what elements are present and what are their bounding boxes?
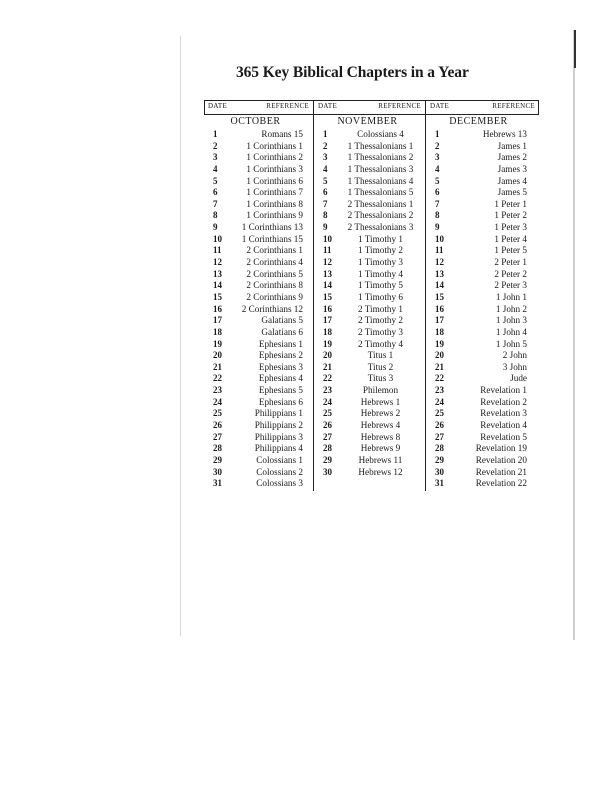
day-number: 16 — [435, 303, 444, 314]
day-number: 3 — [213, 152, 218, 163]
chapter-reference: 2 Peter 2 — [494, 268, 527, 279]
day-number: 19 — [323, 338, 332, 349]
chapter-reference: 1 Corinthians 13 — [241, 222, 303, 233]
chapter-reference: 1 Corinthians 2 — [246, 152, 303, 163]
reference-header: REFERENCE — [266, 102, 309, 110]
list-item — [426, 350, 539, 362]
day-number: 5 — [323, 175, 328, 186]
day-number: 7 — [435, 198, 440, 209]
chapter-reference: 2 Timothy 3 — [358, 326, 403, 337]
list-item — [314, 362, 425, 374]
list-item — [426, 443, 539, 455]
chapter-reference: Hebrews 13 — [482, 129, 527, 139]
day-number: 4 — [213, 163, 218, 174]
chapter-reference: 1 Timothy 3 — [358, 257, 403, 268]
chapter-reference: 1 John 1 — [495, 291, 527, 302]
list-item — [426, 280, 539, 292]
list-item — [314, 304, 425, 316]
day-number: 2 — [213, 140, 218, 151]
list-item — [426, 152, 539, 164]
list-item — [204, 362, 313, 374]
list-item — [314, 269, 425, 281]
list-item — [314, 443, 425, 455]
chapter-reference: Revelation 21 — [475, 466, 527, 477]
chapter-reference: Philippians 3 — [254, 431, 303, 442]
day-number: 2 — [323, 140, 328, 151]
day-number: 30 — [435, 466, 444, 477]
day-number: 17 — [323, 315, 332, 326]
chapter-reference: Ephesians 4 — [258, 373, 303, 384]
chapter-reference: Hebrews 12 — [358, 466, 403, 477]
day-number: 18 — [213, 326, 222, 337]
list-item — [426, 339, 539, 351]
list-item — [204, 152, 313, 164]
column-header — [426, 102, 539, 114]
chapter-reference: Colossians 4 — [357, 129, 404, 139]
day-number: 1 — [435, 129, 440, 139]
chapter-reference: Philippians 1 — [254, 408, 303, 419]
chapter-reference: 1 Timothy 4 — [358, 268, 403, 279]
day-number: 24 — [435, 396, 444, 407]
list-item — [426, 245, 539, 257]
list-item — [314, 467, 425, 479]
chapter-reference: Romans 15 — [261, 129, 303, 139]
day-number: 11 — [323, 245, 332, 256]
day-number: 12 — [435, 257, 444, 268]
column-header — [204, 102, 313, 114]
day-number: 2 — [435, 140, 440, 151]
chapter-reference: Revelation 4 — [480, 420, 527, 431]
chapter-reference: Ephesians 2 — [258, 350, 303, 361]
day-number: 26 — [435, 420, 444, 431]
day-number: 26 — [323, 420, 332, 431]
day-number: 6 — [323, 187, 328, 198]
list-item — [314, 350, 425, 362]
list-item — [314, 222, 425, 234]
day-number: 18 — [323, 326, 332, 337]
list-item — [426, 315, 539, 327]
list-item — [314, 210, 425, 222]
day-number: 10 — [213, 233, 222, 244]
list-item — [204, 339, 313, 351]
page-edge-right — [573, 30, 575, 640]
list-item — [314, 408, 425, 420]
day-number: 8 — [213, 210, 218, 221]
month-title: NOVEMBER — [337, 116, 398, 127]
chapter-reference: 2 Corinthians 12 — [241, 303, 303, 314]
list-item — [204, 443, 313, 455]
day-number: 23 — [435, 385, 444, 396]
day-number: 6 — [213, 187, 218, 198]
day-number: 27 — [323, 431, 332, 442]
day-number: 21 — [323, 361, 332, 372]
list-item — [204, 315, 313, 327]
day-number: 13 — [435, 268, 444, 279]
chapter-reference: 1 Corinthians 3 — [246, 163, 303, 174]
day-number: 14 — [213, 280, 222, 291]
chapter-reference: 2 Timothy 2 — [358, 315, 403, 326]
day-number: 15 — [435, 291, 444, 302]
chapter-reference: 2 John — [502, 350, 527, 361]
list-item — [204, 327, 313, 339]
list-item — [426, 187, 539, 199]
list-item — [426, 210, 539, 222]
day-number: 25 — [435, 408, 444, 419]
day-number: 1 — [213, 129, 218, 139]
chapter-reference: 1 Peter 4 — [494, 233, 527, 244]
chapter-reference: James 5 — [497, 187, 527, 198]
day-number: 18 — [435, 326, 444, 337]
chapter-reference: 1 Timothy 2 — [358, 245, 403, 256]
day-number: 3 — [435, 152, 440, 163]
reading-list — [204, 129, 313, 490]
chapter-reference: James 4 — [497, 175, 527, 186]
day-number: 23 — [323, 385, 332, 396]
month-title: DECEMBER — [449, 116, 508, 127]
chapter-reference: 2 Thessalonians 3 — [347, 222, 414, 233]
chapter-reference: Philemon — [362, 385, 399, 396]
day-number: 30 — [213, 466, 222, 477]
day-number: 28 — [213, 443, 222, 454]
chapter-reference: 1 Corinthians 15 — [241, 233, 303, 244]
day-number: 7 — [323, 198, 328, 209]
day-number: 28 — [323, 443, 332, 454]
list-item — [314, 292, 425, 304]
chapter-reference: 1 Thessalonians 3 — [347, 163, 414, 174]
chapter-reference: Hebrews 2 — [360, 408, 401, 419]
day-number: 17 — [435, 315, 444, 326]
day-number: 15 — [323, 291, 332, 302]
list-item — [314, 315, 425, 327]
list-item — [204, 210, 313, 222]
day-number: 22 — [213, 373, 222, 384]
day-number: 9 — [323, 222, 328, 233]
list-item — [204, 280, 313, 292]
chapter-reference: James 3 — [497, 163, 527, 174]
chapter-reference: 1 Corinthians 6 — [246, 175, 303, 186]
page-title: 365 Key Biblical Chapters in a Year — [236, 64, 469, 81]
chapter-reference: 1 John 3 — [495, 315, 527, 326]
chapter-reference: James 1 — [497, 140, 527, 151]
day-number: 28 — [435, 443, 444, 454]
day-number: 6 — [435, 187, 440, 198]
date-header: DATE — [430, 102, 450, 110]
chapter-reference: 2 Peter 1 — [494, 257, 527, 268]
chapter-reference: 1 Timothy 6 — [358, 291, 403, 302]
day-number: 16 — [213, 303, 222, 314]
day-number: 15 — [213, 291, 222, 302]
list-item — [426, 467, 539, 479]
list-item — [314, 176, 425, 188]
day-number: 31 — [435, 478, 444, 489]
day-number: 10 — [323, 233, 332, 244]
chapter-reference: 1 Thessalonians 2 — [347, 152, 414, 163]
list-item — [204, 420, 313, 432]
day-number: 22 — [435, 373, 444, 384]
list-item — [426, 269, 539, 281]
day-number: 8 — [435, 210, 440, 221]
day-number: 9 — [435, 222, 440, 233]
page-edge-corner — [574, 30, 576, 68]
month-title: OCTOBER — [230, 116, 281, 127]
reading-table — [204, 100, 539, 491]
list-item — [426, 292, 539, 304]
date-header: DATE — [318, 102, 338, 110]
list-item — [426, 176, 539, 188]
chapter-reference: Philippians 2 — [254, 420, 303, 431]
chapter-reference: 2 Peter 3 — [494, 280, 527, 291]
list-item — [204, 350, 313, 362]
list-item — [426, 455, 539, 467]
chapter-reference: 1 Corinthians 7 — [246, 187, 303, 198]
day-number: 14 — [323, 280, 332, 291]
day-number: 29 — [435, 454, 444, 465]
chapter-reference: 1 Corinthians 8 — [246, 198, 303, 209]
day-number: 25 — [213, 408, 222, 419]
chapter-reference: Philippians 4 — [254, 443, 303, 454]
chapter-reference: Jude — [510, 373, 527, 384]
list-item — [204, 478, 313, 490]
list-item — [314, 385, 425, 397]
list-item — [426, 304, 539, 316]
day-number: 14 — [435, 280, 444, 291]
list-item — [314, 152, 425, 164]
date-header: DATE — [208, 102, 228, 110]
list-item — [204, 234, 313, 246]
day-number: 11 — [213, 245, 222, 256]
chapter-reference: Titus 2 — [367, 361, 394, 372]
chapter-reference: Ephesians 5 — [258, 385, 303, 396]
chapter-reference: Revelation 1 — [480, 385, 527, 396]
list-item — [204, 199, 313, 211]
list-item — [204, 304, 313, 316]
list-item — [314, 129, 425, 141]
day-number: 13 — [213, 268, 222, 279]
list-item — [314, 164, 425, 176]
list-item — [314, 187, 425, 199]
day-number: 31 — [213, 478, 222, 489]
list-item — [426, 199, 539, 211]
day-number: 20 — [323, 350, 332, 361]
day-number: 5 — [435, 175, 440, 186]
day-number: 1 — [323, 129, 328, 139]
chapter-reference: Titus 3 — [367, 373, 394, 384]
list-item — [426, 362, 539, 374]
day-number: 19 — [435, 338, 444, 349]
list-item — [426, 164, 539, 176]
day-number: 25 — [323, 408, 332, 419]
day-number: 21 — [213, 361, 222, 372]
chapter-reference: Revelation 5 — [480, 431, 527, 442]
chapter-reference: 2 Corinthians 9 — [246, 291, 303, 302]
list-item — [314, 397, 425, 409]
list-item — [314, 327, 425, 339]
chapter-reference: Ephesians 1 — [258, 338, 303, 349]
list-item — [204, 257, 313, 269]
chapter-reference: 2 Thessalonians 2 — [347, 210, 414, 221]
day-number: 21 — [435, 361, 444, 372]
list-item — [426, 408, 539, 420]
list-item — [204, 373, 313, 385]
list-item — [426, 432, 539, 444]
day-number: 12 — [323, 257, 332, 268]
chapter-reference: 1 Timothy 5 — [358, 280, 403, 291]
chapter-reference: Ephesians 3 — [258, 361, 303, 372]
chapter-reference: 1 Peter 3 — [494, 222, 527, 233]
chapter-reference: 3 John — [502, 361, 527, 372]
list-item — [426, 129, 539, 141]
day-number: 27 — [435, 431, 444, 442]
chapter-reference: Revelation 3 — [480, 408, 527, 419]
list-item — [314, 455, 425, 467]
list-item — [204, 408, 313, 420]
day-number: 5 — [213, 175, 218, 186]
day-number: 16 — [323, 303, 332, 314]
page-edge-left — [180, 36, 181, 636]
list-item — [426, 257, 539, 269]
list-item — [204, 164, 313, 176]
list-item — [204, 176, 313, 188]
day-number: 27 — [213, 431, 222, 442]
chapter-reference: Revelation 19 — [475, 443, 527, 454]
chapter-reference: 2 Thessalonians 1 — [347, 198, 414, 209]
list-item — [426, 385, 539, 397]
chapter-reference: 1 Timothy 1 — [358, 233, 403, 244]
chapter-reference: James 2 — [497, 152, 527, 163]
chapter-reference: 1 Peter 1 — [494, 198, 527, 209]
list-item — [426, 222, 539, 234]
chapter-reference: Ephesians 6 — [258, 396, 303, 407]
list-item — [426, 327, 539, 339]
day-number: 17 — [213, 315, 222, 326]
chapter-reference: 1 Thessalonians 5 — [347, 187, 414, 198]
reference-header: REFERENCE — [378, 102, 421, 110]
list-item — [314, 245, 425, 257]
list-item — [204, 222, 313, 234]
chapter-reference: 1 Thessalonians 1 — [347, 140, 414, 151]
chapter-reference: 1 Thessalonians 4 — [347, 175, 414, 186]
chapter-reference: Galatians 6 — [261, 326, 303, 337]
list-item — [314, 339, 425, 351]
list-item — [204, 467, 313, 479]
chapter-reference: Hebrews 11 — [358, 454, 403, 465]
chapter-reference: 2 Corinthians 4 — [246, 257, 303, 268]
table-rule-top — [204, 100, 539, 101]
list-item — [204, 129, 313, 141]
chapter-reference: Galatians 5 — [261, 315, 303, 326]
day-number: 9 — [213, 222, 218, 233]
list-item — [204, 455, 313, 467]
chapter-reference: 1 Peter 5 — [494, 245, 527, 256]
day-number: 10 — [435, 233, 444, 244]
day-number: 12 — [213, 257, 222, 268]
day-number: 23 — [213, 385, 222, 396]
chapter-reference: 1 Corinthians 9 — [246, 210, 303, 221]
list-item — [204, 432, 313, 444]
list-item — [314, 199, 425, 211]
list-item — [204, 141, 313, 153]
list-item — [426, 478, 539, 490]
chapter-reference: Titus 1 — [367, 350, 394, 361]
chapter-reference: 2 Corinthians 8 — [246, 280, 303, 291]
list-item — [314, 257, 425, 269]
list-item — [314, 234, 425, 246]
chapter-reference: 2 Corinthians 5 — [246, 268, 303, 279]
chapter-reference: Colossians 2 — [256, 466, 303, 477]
chapter-reference: Revelation 22 — [475, 478, 527, 489]
day-number: 3 — [323, 152, 328, 163]
day-number: 26 — [213, 420, 222, 431]
day-number: 11 — [435, 245, 444, 256]
day-number: 24 — [213, 396, 222, 407]
chapter-reference: Hebrews 4 — [360, 420, 401, 431]
list-item — [314, 420, 425, 432]
list-item — [426, 234, 539, 246]
column-header — [314, 102, 425, 114]
list-item — [204, 269, 313, 281]
chapter-reference: 1 John 5 — [495, 338, 527, 349]
day-number: 8 — [323, 210, 328, 221]
chapter-reference: Hebrews 8 — [360, 431, 401, 442]
chapter-reference: Hebrews 1 — [360, 396, 401, 407]
list-item — [204, 245, 313, 257]
chapter-reference: 1 Corinthians 1 — [246, 140, 303, 151]
day-number: 4 — [323, 163, 328, 174]
chapter-reference: Colossians 3 — [256, 478, 303, 489]
list-item — [314, 432, 425, 444]
chapter-reference: 2 Timothy 4 — [358, 338, 403, 349]
day-number: 22 — [323, 373, 332, 384]
list-item — [204, 385, 313, 397]
day-number: 19 — [213, 338, 222, 349]
day-number: 29 — [323, 454, 332, 465]
chapter-reference: Colossians 1 — [256, 454, 303, 465]
list-item — [426, 397, 539, 409]
chapter-reference: Hebrews 9 — [360, 443, 401, 454]
chapter-reference: 1 John 4 — [495, 326, 527, 337]
list-item — [204, 292, 313, 304]
list-item — [314, 280, 425, 292]
reading-list — [426, 129, 539, 490]
reference-header: REFERENCE — [492, 102, 535, 110]
list-item — [426, 373, 539, 385]
chapter-reference: 2 Timothy 1 — [358, 303, 403, 314]
day-number: 24 — [323, 396, 332, 407]
chapter-reference: 1 John 2 — [495, 303, 527, 314]
day-number: 13 — [323, 268, 332, 279]
list-item — [204, 187, 313, 199]
day-number: 7 — [213, 198, 218, 209]
list-item — [204, 397, 313, 409]
day-number: 30 — [323, 466, 332, 477]
day-number: 4 — [435, 163, 440, 174]
day-number: 29 — [213, 454, 222, 465]
chapter-reference: 1 Peter 2 — [494, 210, 527, 221]
chapter-reference: Revelation 2 — [480, 396, 527, 407]
chapter-reference: Revelation 20 — [475, 454, 527, 465]
list-item — [314, 373, 425, 385]
chapter-reference: 2 Corinthians 1 — [246, 245, 303, 256]
list-item — [426, 420, 539, 432]
list-item — [426, 141, 539, 153]
table-rule-header — [204, 114, 539, 115]
day-number: 20 — [435, 350, 444, 361]
day-number: 20 — [213, 350, 222, 361]
list-item — [314, 141, 425, 153]
reading-list — [314, 129, 425, 478]
